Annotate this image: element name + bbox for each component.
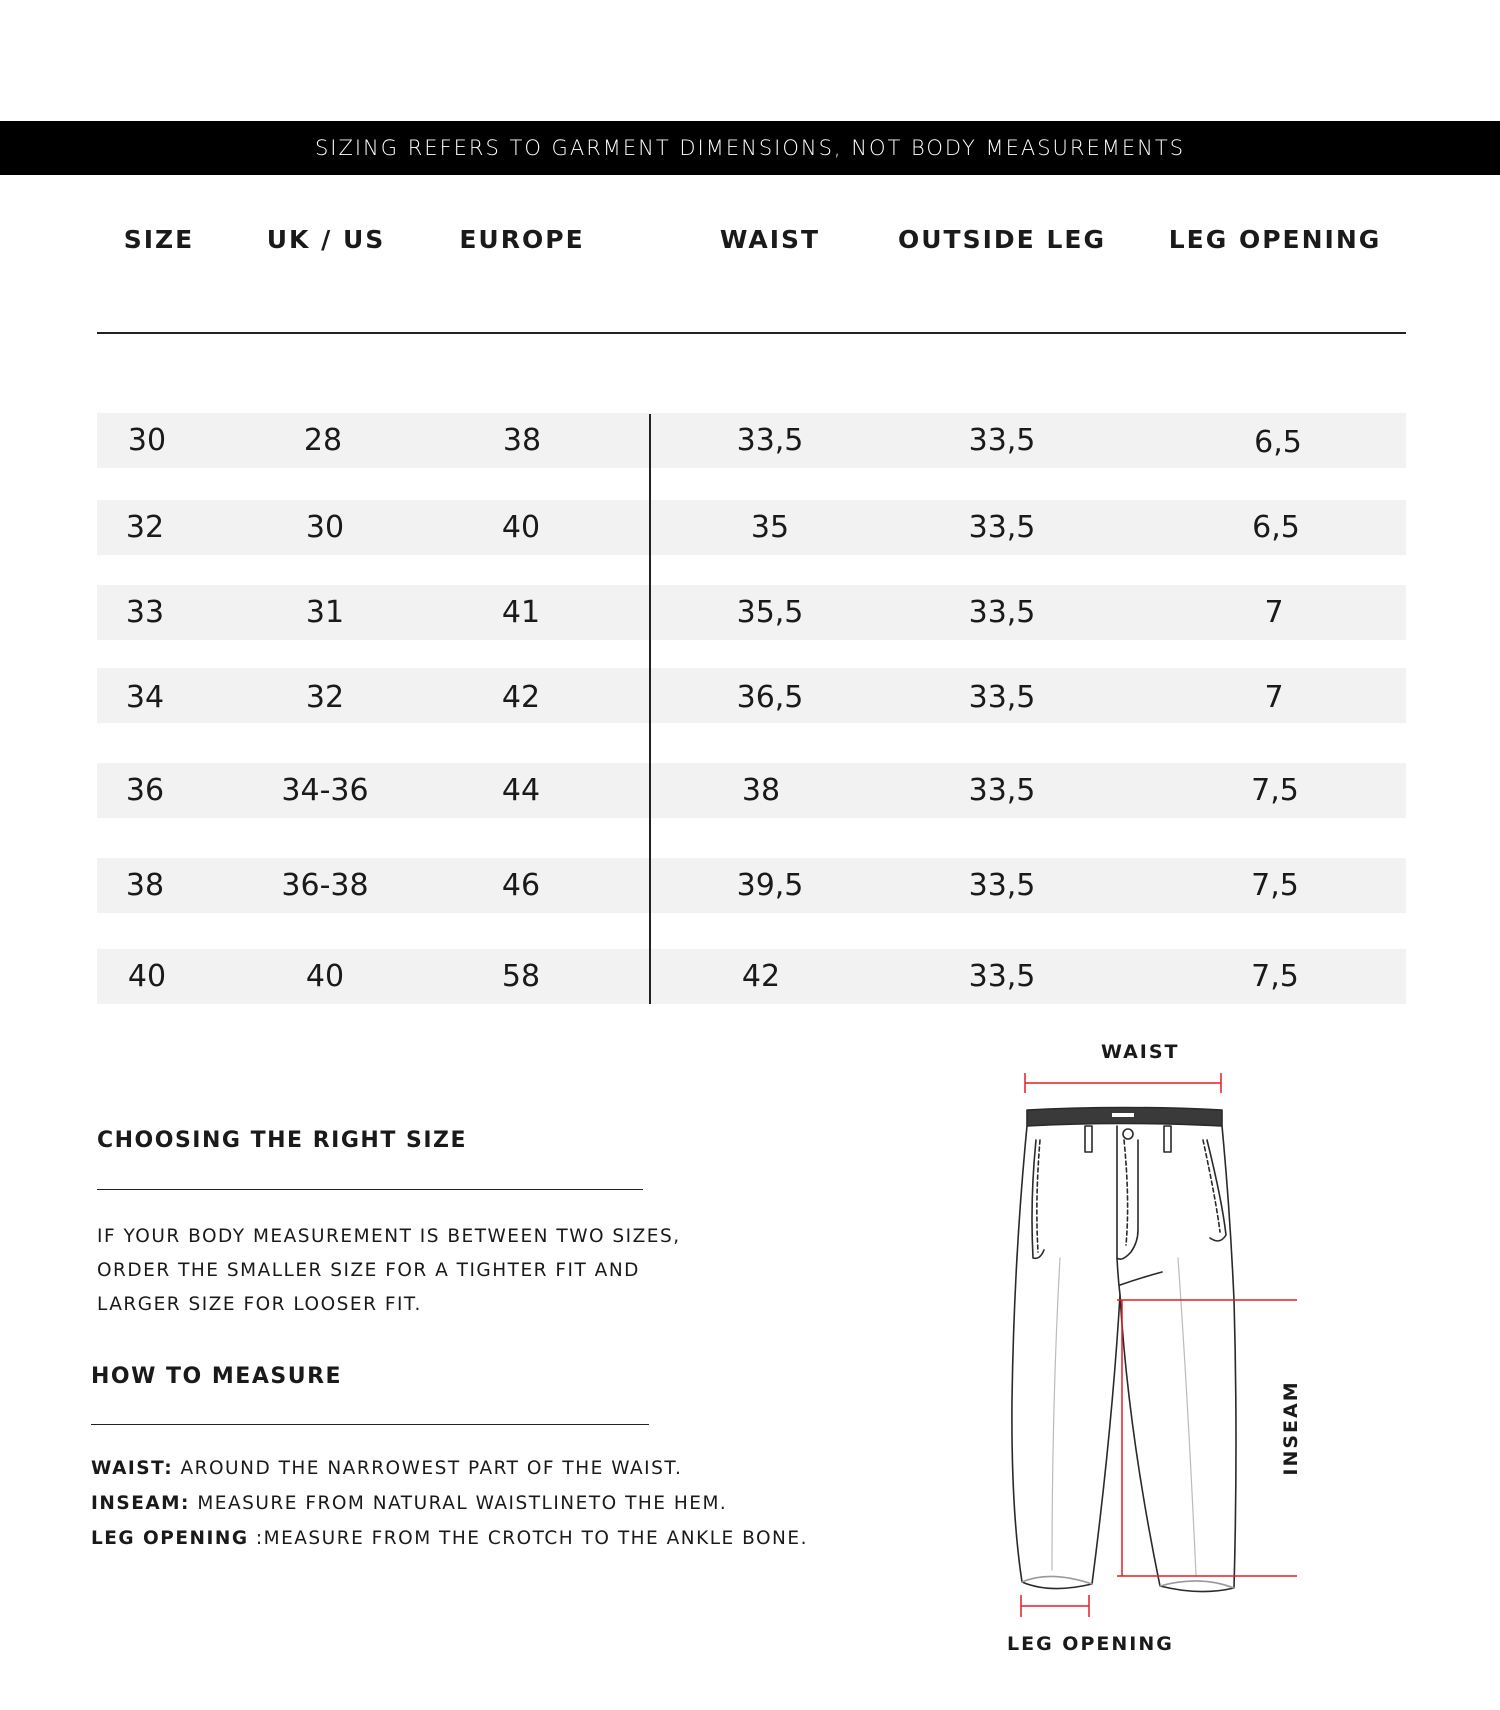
diagram-inseam-label: INSEAM — [1280, 1380, 1302, 1476]
header-size: SIZE — [123, 225, 195, 254]
header-europe: EUROPE — [459, 225, 585, 254]
cell-waist: 39,5 — [736, 868, 804, 903]
cell-size: 34 — [125, 680, 165, 715]
cell-size: 33 — [125, 595, 165, 630]
cell-size: 36 — [125, 773, 165, 808]
cell-size: 30 — [127, 423, 167, 458]
measure-desc: MEASURE FROM NATURAL WAISTLINETO THE HEM. — [189, 1493, 728, 1514]
cell-uk-us: 28 — [303, 423, 343, 458]
measure-desc: :MEASURE FROM THE CROTCH TO THE ANKLE BONE. — [248, 1528, 808, 1549]
cell-uk-us: 40 — [305, 959, 345, 994]
cell-waist: 33,5 — [736, 423, 804, 458]
cell-uk-us: 30 — [305, 510, 345, 545]
cell-outside-leg: 33,5 — [968, 773, 1036, 808]
cell-europe: 42 — [501, 680, 541, 715]
cell-leg-opening: 7,5 — [1251, 773, 1299, 808]
cell-europe: 44 — [501, 773, 541, 808]
cell-waist: 38 — [741, 773, 781, 808]
measure-desc: AROUND THE NARROWEST PART OF THE WAIST. — [173, 1458, 683, 1479]
cell-size: 38 — [125, 868, 165, 903]
sizing-banner: SIZING REFERS TO GARMENT DIMENSIONS, NOT BODY MEASUREMENTS — [0, 121, 1500, 175]
measurement-lines — [1021, 1073, 1297, 1617]
choosing-line: IF YOUR BODY MEASUREMENT IS BETWEEN TWO SIZES, — [97, 1226, 681, 1247]
header-uk-us: UK / US — [266, 225, 386, 254]
header-outside-leg: OUTSIDE LEG — [898, 225, 1106, 254]
cell-uk-us: 34-36 — [281, 773, 369, 808]
cell-outside-leg: 33,5 — [968, 423, 1036, 458]
diagram-waist-label: WAIST — [1101, 1041, 1180, 1063]
cell-europe: 40 — [501, 510, 541, 545]
choosing-line: ORDER THE SMALLER SIZE FOR A TIGHTER FIT AND — [97, 1260, 640, 1281]
measure-title: HOW TO MEASURE — [91, 1364, 343, 1389]
cell-size: 32 — [125, 510, 165, 545]
cell-uk-us: 32 — [305, 680, 345, 715]
diagram-leg-opening-label: LEG OPENING — [1007, 1633, 1174, 1655]
choosing-title: CHOOSING THE RIGHT SIZE — [97, 1128, 467, 1153]
measure-term: INSEAM: — [91, 1493, 190, 1514]
cell-leg-opening: 7 — [1264, 595, 1284, 630]
header-leg-opening: LEG OPENING — [1168, 225, 1382, 254]
cell-leg-opening: 7 — [1264, 680, 1284, 715]
cell-europe: 41 — [501, 595, 541, 630]
cell-outside-leg: 33,5 — [968, 959, 1036, 994]
cell-outside-leg: 33,5 — [968, 680, 1036, 715]
cell-europe: 38 — [502, 423, 542, 458]
cell-leg-opening: 7,5 — [1251, 868, 1299, 903]
cell-size: 40 — [127, 959, 167, 994]
measure-term: WAIST: — [91, 1458, 174, 1479]
header-waist: WAIST — [719, 225, 821, 254]
cell-waist: 36,5 — [736, 680, 804, 715]
cell-leg-opening: 7,5 — [1251, 959, 1299, 994]
cell-outside-leg: 33,5 — [968, 595, 1036, 630]
cell-waist: 35,5 — [736, 595, 804, 630]
cell-waist: 35 — [750, 510, 790, 545]
choosing-line: LARGER SIZE FOR LOOSER FIT. — [97, 1294, 422, 1315]
trousers-outline — [1012, 1108, 1236, 1592]
cell-uk-us: 36-38 — [281, 868, 369, 903]
cell-uk-us: 31 — [305, 595, 345, 630]
measure-term: LEG OPENING — [91, 1528, 249, 1549]
cell-waist: 42 — [741, 959, 781, 994]
cell-outside-leg: 33,5 — [968, 868, 1036, 903]
cell-europe: 58 — [501, 959, 541, 994]
cell-leg-opening: 6,5 — [1254, 425, 1302, 460]
cell-outside-leg: 33,5 — [968, 510, 1036, 545]
cell-europe: 46 — [501, 868, 541, 903]
cell-leg-opening: 6,5 — [1252, 510, 1300, 545]
